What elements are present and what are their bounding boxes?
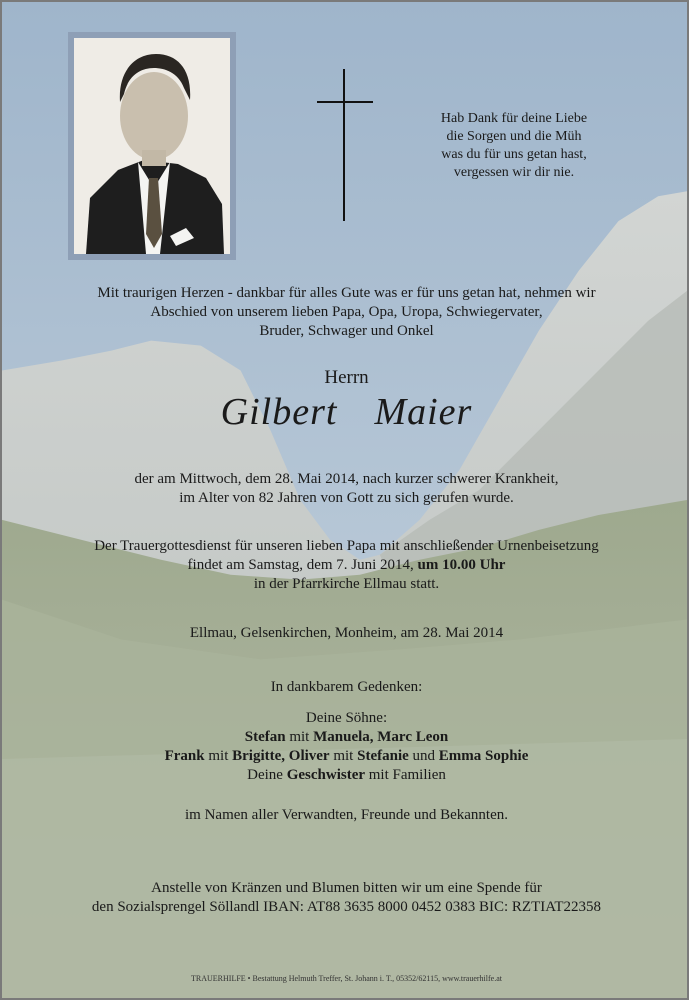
poem (412, 110, 616, 182)
family-list (2, 709, 689, 825)
family-member: Geschwister (286, 767, 366, 783)
deceased-name (2, 390, 689, 434)
family-connector: mit (204, 748, 233, 764)
donation-line: Anstelle von Kränzen und Blumen bitten wir um eine Spende für (151, 880, 542, 896)
intro-line: Abschied von unserem lieben Papa, Opa, Uropa, Schwiegervater, (150, 304, 543, 320)
family-member: Stefanie (357, 748, 409, 764)
poem-line: vergessen wir dir nie. (453, 165, 575, 180)
salutation: Herrn (324, 367, 369, 388)
donation-line: den Sozialsprengel Söllandl IBAN: AT88 3635 8000 0452 0383 BIC: RZTIAT22358 (91, 899, 602, 915)
family-connector: mit (285, 729, 314, 745)
latin-cross-icon (317, 69, 373, 221)
service-line (2, 556, 689, 575)
family-line (2, 728, 689, 747)
family-member: Manuela, Marc Leon (313, 729, 449, 745)
intro-line: Mit traurigen Herzen - dankbar für alles Gute was er für uns getan hat, nehmen wir (97, 285, 596, 301)
place-date: Ellmau, Gelsenkirchen, Monheim, am 28. Mai 2014 (189, 625, 504, 641)
family-member: Brigitte, Oliver (232, 748, 330, 764)
family-connector: Deine (247, 767, 287, 783)
poem-line: Hab Dank für deine Liebe (440, 111, 588, 126)
portrait-photo-frame (68, 32, 236, 260)
death-line: der am Mittwoch, dem 28. Mai 2014, nach kurzer schwerer Krankheit, (134, 471, 559, 487)
sons-label: Deine Söhne: (305, 710, 388, 726)
intro-line: Bruder, Schwager und Onkel (259, 323, 434, 339)
deceased-name-text: Gilbert Maier (220, 391, 473, 433)
family-connector: mit Familien (365, 767, 446, 783)
death-text (2, 470, 689, 508)
family-connector: und (408, 748, 439, 764)
relatives-line: im Namen aller Verwandten, Freunde und Bekannten. (185, 807, 508, 823)
service-date: findet am Samstag, dem 7. Juni 2014, (187, 557, 418, 573)
family-line (2, 766, 689, 785)
gedenken-heading: In dankbarem Gedenken: (270, 679, 423, 695)
poem-line: was du für uns getan hast, (441, 147, 587, 162)
death-line: im Alter von 82 Jahren von Gott zu sich gerufen wurde. (179, 490, 514, 506)
family-member: Emma Sophie (438, 748, 529, 764)
family-connector: mit (329, 748, 358, 764)
service-line: in der Pfarrkirche Ellmau statt. (253, 576, 440, 592)
service-time: um 10.00 Uhr (417, 557, 506, 573)
poem-line: die Sorgen und die Müh (446, 129, 582, 144)
service-line: Der Trauergottesdienst für unseren lieben Papa mit anschließender Urnenbeisetzung (94, 538, 599, 554)
donation-request (2, 879, 689, 917)
undertaker-footer: TRAUERHILFE • Bestattung Helmuth Treffer, St. Johann i. T., 05352/62115, www.trauerhilfe.at (191, 974, 502, 983)
family-line (2, 747, 689, 766)
funeral-service-text (2, 537, 689, 594)
intro-text (2, 284, 689, 341)
family-member: Stefan (244, 729, 286, 745)
family-member: Frank (164, 748, 205, 764)
portrait-photo (74, 38, 230, 254)
